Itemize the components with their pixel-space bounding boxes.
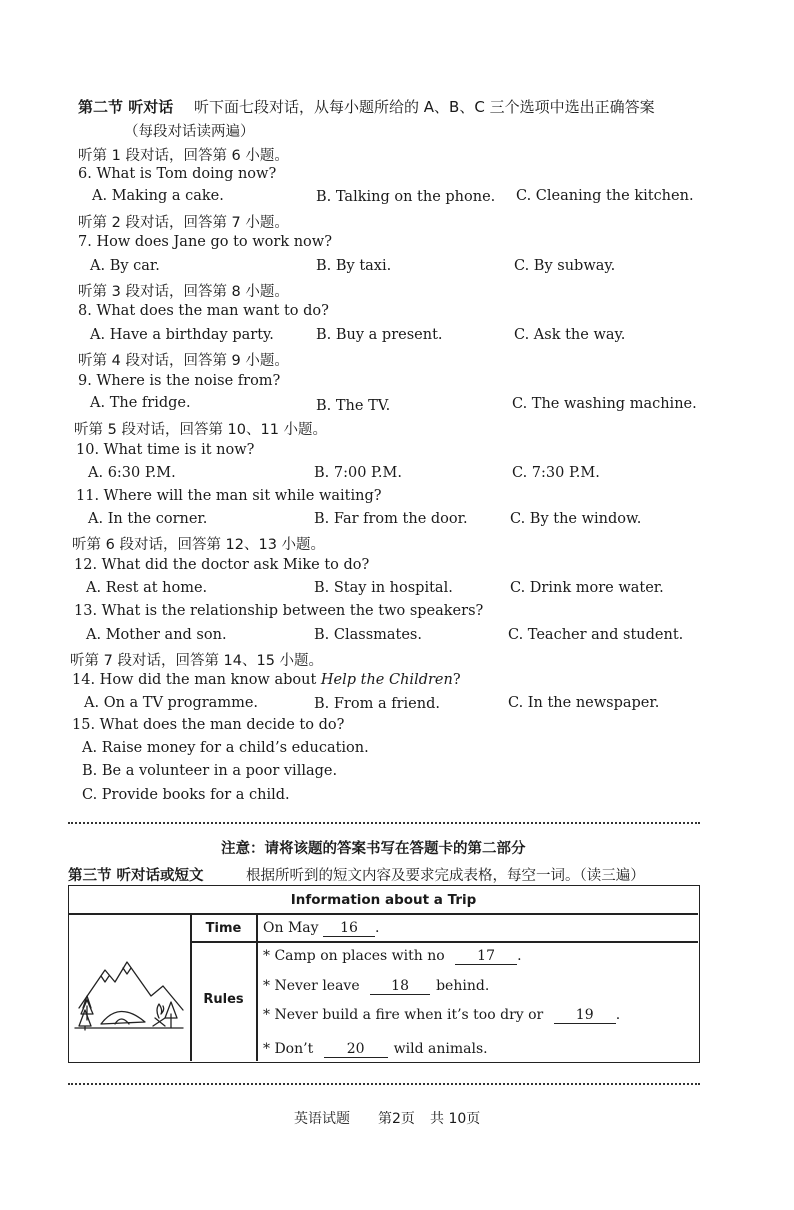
question-14: 14. How did the man know about Help the Children? — [72, 672, 461, 688]
q8-option-c: C. Ask the way. — [514, 327, 626, 343]
footer-total: 共 10页 — [430, 1111, 481, 1127]
section2-title: 第二节 听对话 — [78, 98, 174, 116]
question-9: 9. Where is the noise from? — [78, 373, 281, 389]
q8-option-a: A. Have a birthday party. — [90, 327, 274, 343]
rule-1: * Camp on places with no 17 . — [263, 948, 522, 964]
blank-20: 20 — [324, 1041, 388, 1058]
q14-option-c: C. In the newspaper. — [508, 695, 660, 711]
notice: 注意：请将该题的答案书写在答题卡的第二部分 — [221, 841, 526, 857]
q13-option-a: A. Mother and son. — [86, 627, 227, 643]
q13-option-b: B. Classmates. — [314, 627, 422, 643]
section3-title: 第三节 听对话或短文 — [68, 868, 204, 884]
rule-4: * Don’t 20 wild animals. — [263, 1041, 488, 1057]
q11-option-c: C. By the window. — [510, 511, 642, 527]
dialog-header-6: 听第 6 段对话，回答第 12、13 小题。 — [72, 537, 326, 553]
time-label: Time — [205, 921, 242, 936]
question-12: 12. What did the doctor ask Mike to do? — [74, 557, 370, 573]
q11-option-a: A. In the corner. — [88, 511, 208, 527]
q8-option-b: B. Buy a present. — [316, 327, 443, 343]
section2-instruction: 听下面七段对话，从每小题所给的 A、B、C 三个选项中选出正确答案 — [194, 98, 655, 116]
q12-option-c: C. Drink more water. — [510, 580, 664, 596]
q10-option-b: B. 7:00 P.M. — [314, 465, 402, 481]
section2-instruction-note: （每段对话读两遍） — [124, 124, 255, 140]
footer-page: 第2页 — [378, 1111, 415, 1127]
table-header-divider — [69, 913, 698, 915]
section3-instruction: 根据所听到的短文内容及要求完成表格，每空一词。（读三遍） — [246, 868, 645, 884]
q9-option-a: A. The fridge. — [90, 395, 191, 411]
rules-label: Rules — [203, 992, 244, 1007]
dialog-header-7: 听第 7 段对话，回答第 14、15 小题。 — [70, 653, 324, 669]
q6-option-b: B. Talking on the phone. — [316, 189, 496, 205]
q15-option-c: C. Provide books for a child. — [82, 787, 290, 803]
rule-3: * Never build a fire when it’s too dry or 19 . — [263, 1007, 621, 1023]
q12-option-a: A. Rest at home. — [86, 580, 208, 596]
q7-option-c: C. By subway. — [514, 258, 616, 274]
question-15: 15. What does the man decide to do? — [72, 717, 345, 733]
question-11: 11. Where will the man sit while waiting? — [76, 488, 382, 504]
q13-option-c: C. Teacher and student. — [508, 627, 684, 643]
dialog-header-5: 听第 5 段对话，回答第 10、11 小题。 — [74, 422, 328, 438]
camping-illustration-icon — [71, 948, 187, 1032]
q10-option-c: C. 7:30 P.M. — [512, 465, 600, 481]
blank-18: 18 — [370, 978, 430, 995]
blank-17: 17 — [455, 948, 517, 965]
dialog-header-3: 听第 3 段对话，回答第 8 小题。 — [78, 284, 289, 300]
q14-option-b: B. From a friend. — [314, 696, 440, 712]
rule-2: * Never leave 18 behind. — [263, 978, 490, 994]
question-8: 8. What does the man want to do? — [78, 303, 329, 319]
table-title: Information about a Trip — [290, 892, 477, 908]
q12-option-b: B. Stay in hospital. — [314, 580, 453, 596]
q15-option-b: B. Be a volunteer in a poor village. — [82, 763, 338, 779]
table-row-divider — [190, 941, 698, 943]
dialog-header-1: 听第 1 段对话，回答第 6 小题。 — [78, 148, 289, 164]
dotted-divider-top — [68, 822, 700, 824]
q6-option-a: A. Making a cake. — [92, 188, 224, 204]
dialog-header-2: 听第 2 段对话，回答第 7 小题。 — [78, 215, 289, 231]
question-10: 10. What time is it now? — [76, 442, 255, 458]
dotted-divider-bottom — [68, 1083, 700, 1085]
trip-info-table — [68, 885, 700, 1063]
dialog-header-4: 听第 4 段对话，回答第 9 小题。 — [78, 353, 289, 369]
q14-option-a: A. On a TV programme. — [84, 695, 259, 711]
table-col-divider-2 — [256, 913, 258, 1061]
time-cell: On May 16 . — [263, 920, 380, 936]
question-13: 13. What is the relationship between the two speakers? — [74, 603, 484, 619]
q9-option-b: B. The TV. — [316, 398, 391, 414]
q11-option-b: B. Far from the door. — [314, 511, 468, 527]
question-7: 7. How does Jane go to work now? — [78, 234, 332, 250]
blank-19: 19 — [554, 1007, 616, 1024]
q6-option-c: C. Cleaning the kitchen. — [516, 188, 694, 204]
q10-option-a: A. 6:30 P.M. — [88, 465, 176, 481]
footer-subject: 英语试题 — [294, 1111, 350, 1127]
q7-option-b: B. By taxi. — [316, 258, 392, 274]
question-6: 6. What is Tom doing now? — [78, 166, 277, 182]
blank-16: 16 — [323, 920, 375, 937]
q7-option-a: A. By car. — [90, 258, 160, 274]
q9-option-c: C. The washing machine. — [512, 396, 697, 412]
q15-option-a: A. Raise money for a child’s education. — [82, 740, 369, 756]
